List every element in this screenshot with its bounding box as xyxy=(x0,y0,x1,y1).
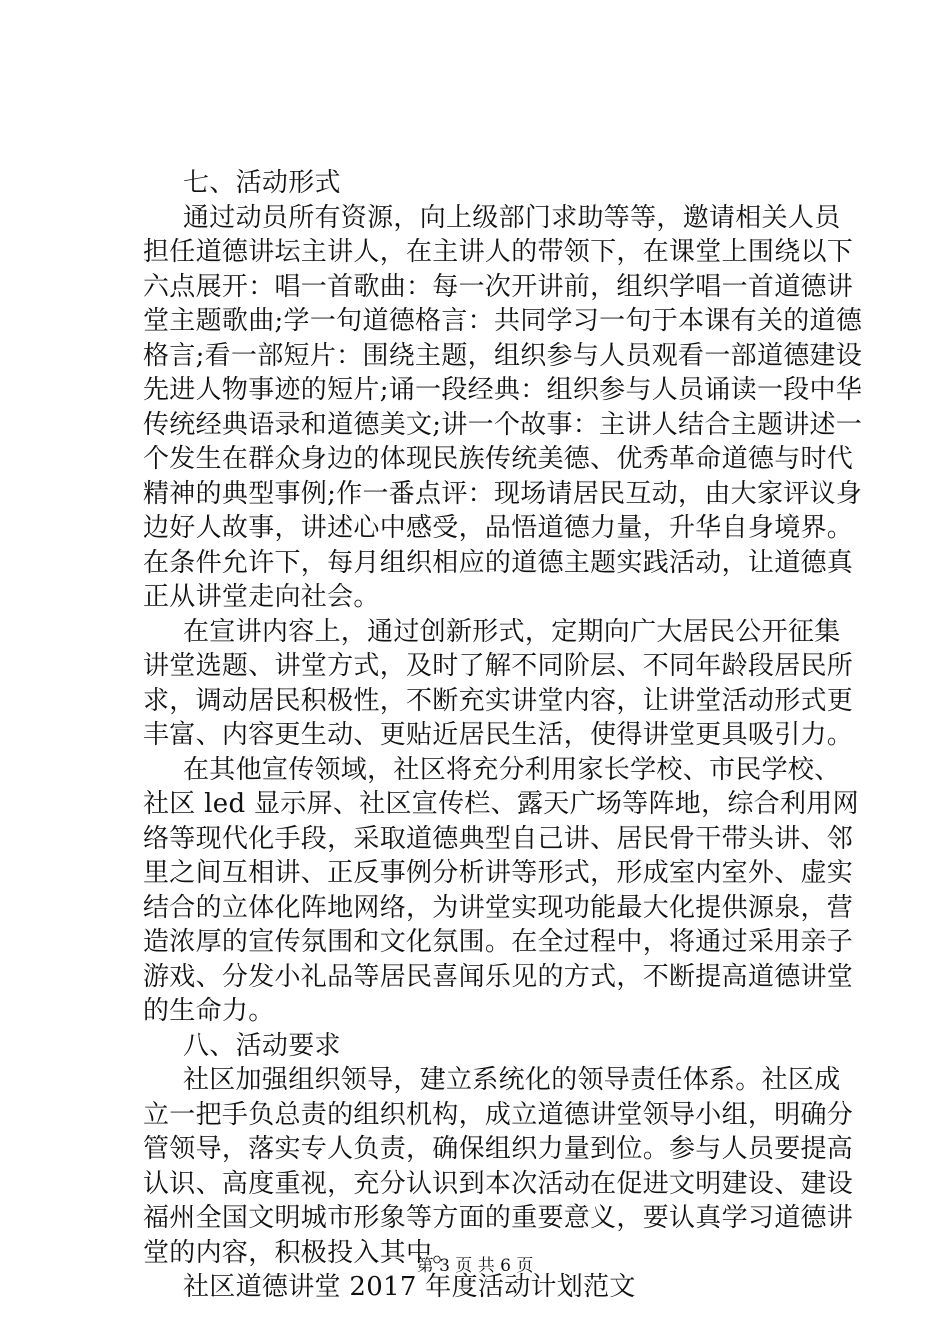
text-line: 讲堂选题、讲堂方式，及时了解不同阶层、不同年龄段居民所 xyxy=(143,651,854,681)
text-line: 的生命力。 xyxy=(143,996,275,1026)
text-line: 福州全国文明城市形象等方面的重要意义，要认真学习道德讲 xyxy=(143,1203,854,1233)
text-line: 里之间互相讲、正反事例分析讲等形式，形成室内室外、虚实 xyxy=(143,858,854,888)
text-line: 堂的内容，积极投入其中。 xyxy=(143,1237,459,1268)
text-line: 立一把手负总责的组织机构，成立道德讲堂领导小组，明确分 xyxy=(143,1099,854,1130)
text-line: 七、活动形式 xyxy=(183,168,341,198)
text-line: 络等现代化手段，采取道德典型自己讲、居民骨干带头讲、邻 xyxy=(143,823,854,854)
text-line: 在其他宣传领域，社区将充分利用家长学校、市民学校、 xyxy=(183,754,841,785)
text-line: 在条件允许下，每月组织相应的道德主题实践活动，让道德真 xyxy=(143,547,854,578)
text-line: 精神的典型事例;作一番点评：现场请居民互动，由大家评议身 xyxy=(143,478,863,509)
text-line: 管领导，落实专人负责，确保组织力量到位。参与人员要提高 xyxy=(143,1134,854,1164)
text-line: 丰富、内容更生动、更贴近居民生活，使得讲堂更具吸引力。 xyxy=(143,720,854,750)
text-line: 结合的立体化阵地网络，为讲堂实现功能最大化提供源泉，营 xyxy=(143,892,854,923)
document-body xyxy=(143,166,863,1305)
text-line: 认识、高度重视，充分认识到本次活动在促进文明建设、建设 xyxy=(143,1168,854,1199)
text-line: 社区 led 显示屏、社区宣传栏、露天广场等阵地，综合利用网 xyxy=(143,789,859,819)
text-line: 个发生在群众身边的体现民族传统美德、优秀革命道德与时代 xyxy=(143,444,854,474)
text-line: 堂主题歌曲;学一句道德格言：共同学习一句于本课有关的道德 xyxy=(143,306,863,336)
text-line: 八、活动要求 xyxy=(183,1030,341,1061)
text-line: 正从讲堂走向社会。 xyxy=(143,582,380,612)
text-line: 边好人故事，讲述心中感受，品悟道德力量，升华自身境界。 xyxy=(143,513,854,543)
text-line: 造浓厚的宣传氛围和文化氛围。在全过程中，将通过采用亲子 xyxy=(143,927,854,957)
text-line: 游戏、分发小礼品等居民喜闻乐见的方式，不断提高道德讲堂 xyxy=(143,961,854,992)
page-footer: 第 3 页 共 6 页 xyxy=(416,1256,534,1276)
text-line: 先进人物事迹的短片;诵一段经典：组织参与人员诵读一段中华 xyxy=(143,375,863,405)
text-line: 社区加强组织领导，建立系统化的领导责任体系。社区成 xyxy=(183,1065,841,1095)
text-line: 担任道德讲坛主讲人，在主讲人的带领下，在课堂上围绕以下 xyxy=(143,237,854,267)
text-line: 通过动员所有资源，向上级部门求助等等，邀请相关人员 xyxy=(183,202,841,233)
text-line: 传统经典语录和道德美文;讲一个故事：主讲人结合主题讲述一 xyxy=(143,409,863,440)
text-line: 格言;看一部短片：围绕主题，组织参与人员观看一部道德建设 xyxy=(143,340,863,371)
text-line: 六点展开：唱一首歌曲：每一次开讲前，组织学唱一首道德讲 xyxy=(143,271,854,302)
text-line: 在宣讲内容上，通过创新形式，定期向广大居民公开征集 xyxy=(183,616,841,647)
text-line: 求，调动居民积极性，不断充实讲堂内容，让讲堂活动形式更 xyxy=(143,685,854,716)
text-line: 社区道德讲堂 2017 年度活动计划范文 xyxy=(183,1272,636,1302)
